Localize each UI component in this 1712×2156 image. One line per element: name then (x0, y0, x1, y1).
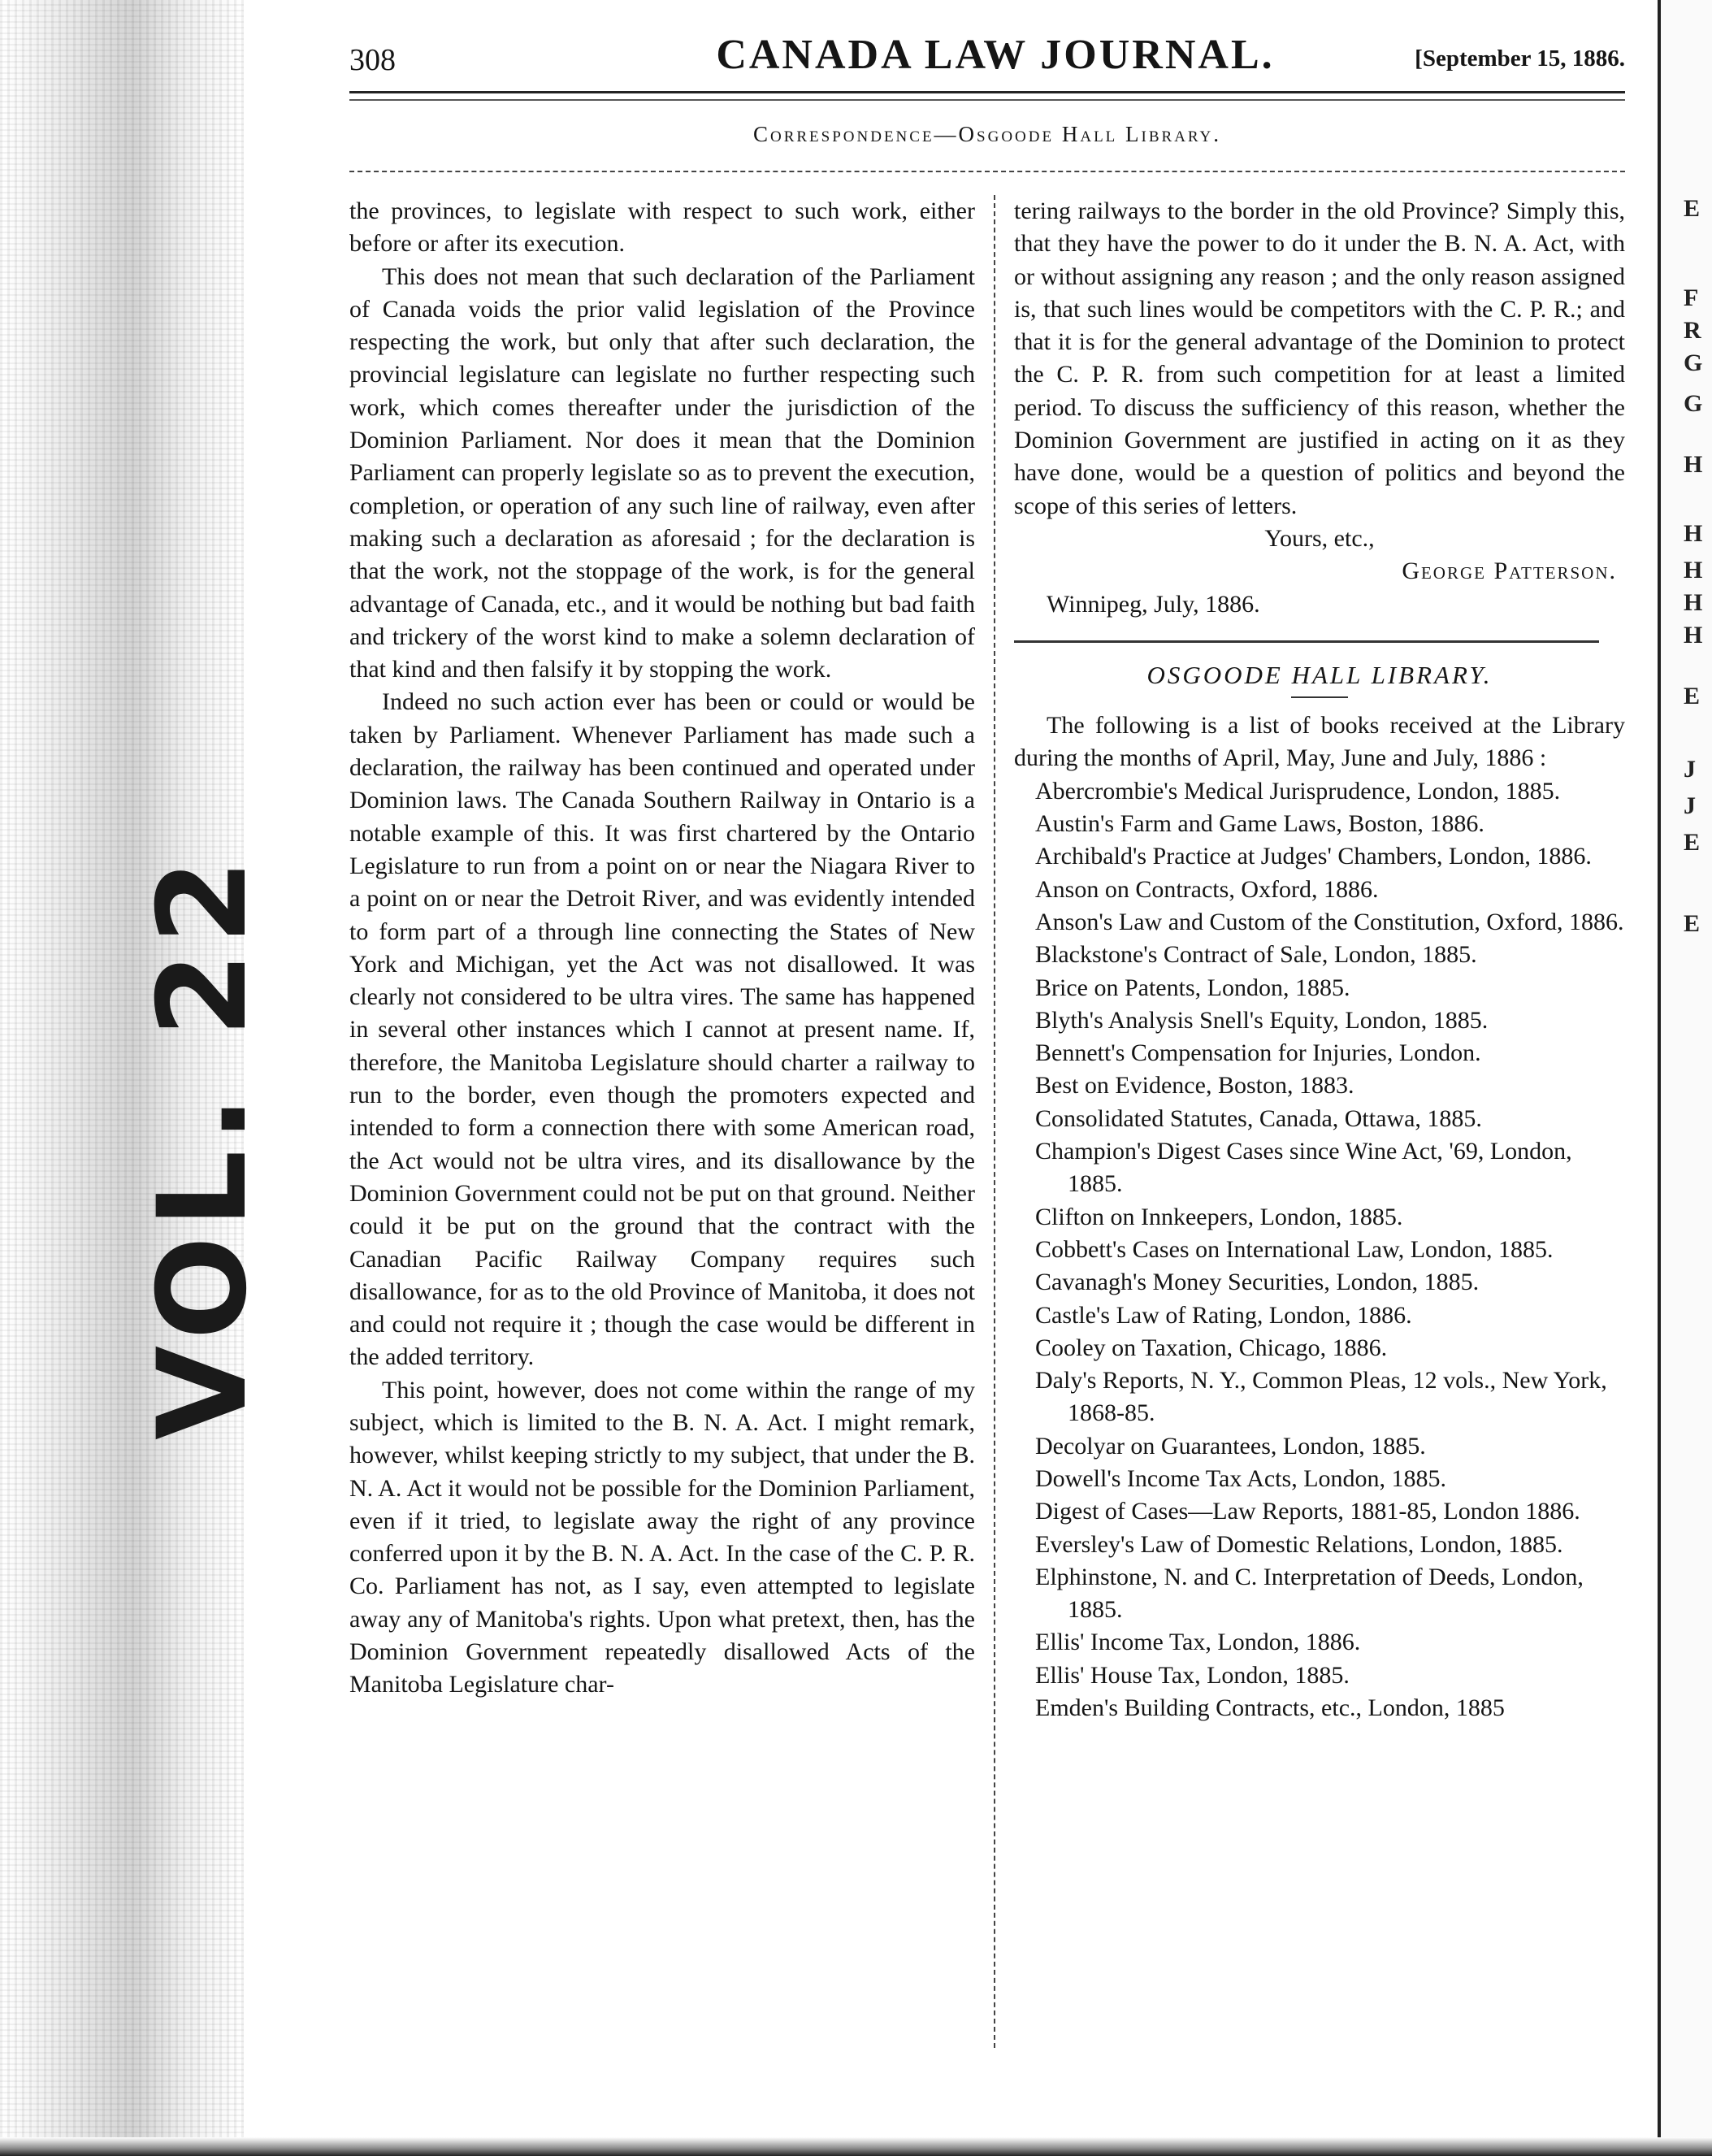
adjacent-page-letter: H (1684, 451, 1703, 478)
adjacent-page-letter: H (1684, 557, 1703, 583)
letter-signature: George Patterson. (1402, 557, 1617, 585)
header-rule (349, 91, 1625, 93)
column-divider (994, 195, 995, 2048)
adjacent-page-letter: E (1684, 910, 1701, 937)
letter-signoff: Yours, etc., (1264, 524, 1375, 552)
book-entry: Cobbett's Cases on International Law, London, 1885. (1035, 1235, 1554, 1263)
book-list (1014, 775, 1625, 1725)
paragraph: This point, however, does not come within the range of my subject, which is limited to the B. N. A. Act. I might remark, however, whilst keeping strictly to my subject, that under the B. N. A. Act it would not be possible for the Dominion Parliament, even if it tried, to legislate away the right of any province conferred upon it by the B. N. A. Act. In the case of the C. P. R. Co. Parliament has not, as I say, even attempted to legislate away any of Manitoba's rights. Upon what pretext, then, has the Dominion Government repeatedly disallowed Acts of the Manitoba Legislature char- (349, 1376, 975, 1698)
scanned-binding-strip (0, 0, 274, 2156)
article-rule (1014, 640, 1599, 643)
paragraph: This does not mean that such declaration of the Parliament of Canada voids the prior valid legislation of the Province respecting the work, but only that after such declaration, the provincial legislature can legislate no further respecting such work, which comes thereafter under the jurisdiction of the Dominion Parliament. Nor does it mean that the Dominion Parliament can properly legislate so as to prevent the execution, completion, or operation of any such line of railway, even after making such a declaration as aforesaid ; for the declaration is that the work, not the stoppage of the work, is for the general advantage of Canada, etc., and it would be nothing but bad faith and trickery of the worst kind to make a solemn declaration of that kind and then falsify it by stopping the work. (349, 262, 975, 683)
section-rule (349, 171, 1625, 172)
book-entry: Consolidated Statutes, Canada, Ottawa, 1885. (1035, 1104, 1482, 1132)
page-number: 308 (349, 43, 396, 77)
book-entry: Castle's Law of Rating, London, 1886. (1035, 1301, 1412, 1329)
adjacent-page-letter: G (1684, 349, 1703, 376)
book-entry: Anson on Contracts, Oxford, 1886. (1035, 875, 1379, 903)
book-entry: Cooley on Taxation, Chicago, 1886. (1035, 1334, 1388, 1361)
adjacent-page-letter: E (1684, 829, 1701, 856)
adjacent-page-letter: H (1684, 520, 1703, 547)
book-entry: Best on Evidence, Boston, 1883. (1035, 1072, 1354, 1100)
adjacent-page-edge (1658, 0, 1712, 2156)
adjacent-page-letter: J (1684, 792, 1696, 819)
title-rule (1291, 696, 1348, 698)
adjacent-page-letter: H (1684, 589, 1703, 616)
header-rule (349, 99, 1625, 101)
paragraph: tering railways to the border in the old Province? Simply this, that they have the power to do it under the B. N. A. Act, with or without assigning any reason ; and the only reason assigned is, that such lines would be competitors with the C. P. R.; and that it is for the general advantage of the Dominion to protect the C. P. R. from such competition for at least a limited period. To discuss the sufficiency of this reason, whether the Dominion Government are justified in acting on it as they have done, would be a question of politics and beyond the scope of this series of letters. (1014, 197, 1625, 519)
book-entry: Blackstone's Contract of Sale, London, 1885. (1035, 941, 1477, 969)
book-entry: Abercrombie's Medical Jurisprudence, London, 1885. (1035, 777, 1561, 805)
book-entry: Digest of Cases—Law Reports, 1881-85, London 1886. (1035, 1498, 1580, 1525)
adjacent-page-letter: E (1684, 195, 1701, 222)
book-entry: Archibald's Practice at Judges' Chambers, London, 1886. (1035, 843, 1592, 870)
book-entry: Ellis' House Tax, London, 1885. (1035, 1661, 1350, 1689)
book-entry: Blyth's Analysis Snell's Equity, London, 1885. (1035, 1006, 1489, 1034)
adjacent-page-letter: J (1684, 756, 1696, 783)
adjacent-page-letter: G (1684, 390, 1703, 417)
adjacent-page-letter: E (1684, 683, 1701, 709)
book-entry: Austin's Farm and Game Laws, Boston, 1886. (1035, 810, 1484, 838)
book-entry: Anson's Law and Custom of the Constitution, Oxford, 1886. (1035, 908, 1624, 935)
letter-place-date: Winnipeg, July, 1886. (1047, 590, 1260, 618)
library-intro: The following is a list of books received at the Library during the months of April, May, June and July, 1886 : (1014, 712, 1625, 772)
book-entry: Elphinstone, N. and C. Interpretation of Deeds, London, 1885. (1035, 1563, 1584, 1624)
adjacent-page-letter: H (1684, 622, 1703, 649)
section-heading: Correspondence—Osgoode Hall Library. (752, 122, 1222, 146)
book-entry: Brice on Patents, London, 1885. (1035, 974, 1350, 1001)
scan-bottom-edge (0, 2137, 1712, 2156)
paragraph: the provinces, to legislate with respect to such work, either before or after its execution. (349, 197, 975, 258)
right-column (1014, 195, 1625, 1724)
adjacent-page-letter: F (1684, 284, 1699, 311)
book-entry: Cavanagh's Money Securities, London, 1885. (1035, 1269, 1480, 1296)
left-column (349, 195, 975, 1702)
adjacent-page-letter: R (1684, 317, 1701, 344)
book-entry: Dowell's Income Tax Acts, London, 1885. (1035, 1464, 1447, 1492)
book-entry: Bennett's Compensation for Injuries, London. (1035, 1039, 1481, 1067)
book-entry: Champion's Digest Cases since Wine Act, '69, London, 1885. (1035, 1138, 1572, 1198)
journal-title: CANADA LAW JOURNAL. (716, 32, 1275, 78)
issue-date: [September 15, 1886. (1415, 46, 1625, 72)
book-entry: Daly's Reports, N. Y., Common Pleas, 12 vols., New York, 1868-85. (1035, 1367, 1607, 1427)
library-section-title: OSGOODE HALL LIBRARY. (1146, 660, 1493, 689)
book-entry: Ellis' Income Tax, London, 1886. (1035, 1629, 1361, 1656)
book-entry: Emden's Building Contracts, etc., London, 1885 (1035, 1694, 1505, 1722)
running-head (349, 24, 1641, 81)
book-entry: Clifton on Innkeepers, London, 1885. (1035, 1203, 1403, 1230)
binding-volume-label: VOL. 22 (132, 851, 274, 1441)
book-entry: Eversley's Law of Domestic Relations, London, 1885. (1035, 1530, 1563, 1558)
paragraph: Indeed no such action ever has been or could or would be taken by Parliament. Whenever Parliament has made such a declaration, the railway has been continued and operated under Dominion laws. The Canada Southern Railway in Ontario is a notable example of this. It was first chartered by the Ontario Legislature to run from a point on or near the Niagara River to a point on or near the Detroit River, and was evidently intended to form part of a through line connecting the States of New York and Michigan, yet the Act was not disallowed. It was clearly not considered to be ultra vires. The same has happened in several other instances which I cannot at present name. If, therefore, the Manitoba Legislature should charter a railway to run to the border, even though the promoters expected and intended to form a connection there with some American road, the Act would not be ultra vires, and its disallowance by the Dominion Government could not be put on that ground. Neither could it be put on the ground that the contract with the Canadian Pacific Railway Company requires such disallowance, for as to the old Province of Manitoba, it does not and could not require it ; though the case would be different in the added territory. (349, 688, 975, 1371)
book-entry: Decolyar on Guarantees, London, 1885. (1035, 1432, 1426, 1460)
